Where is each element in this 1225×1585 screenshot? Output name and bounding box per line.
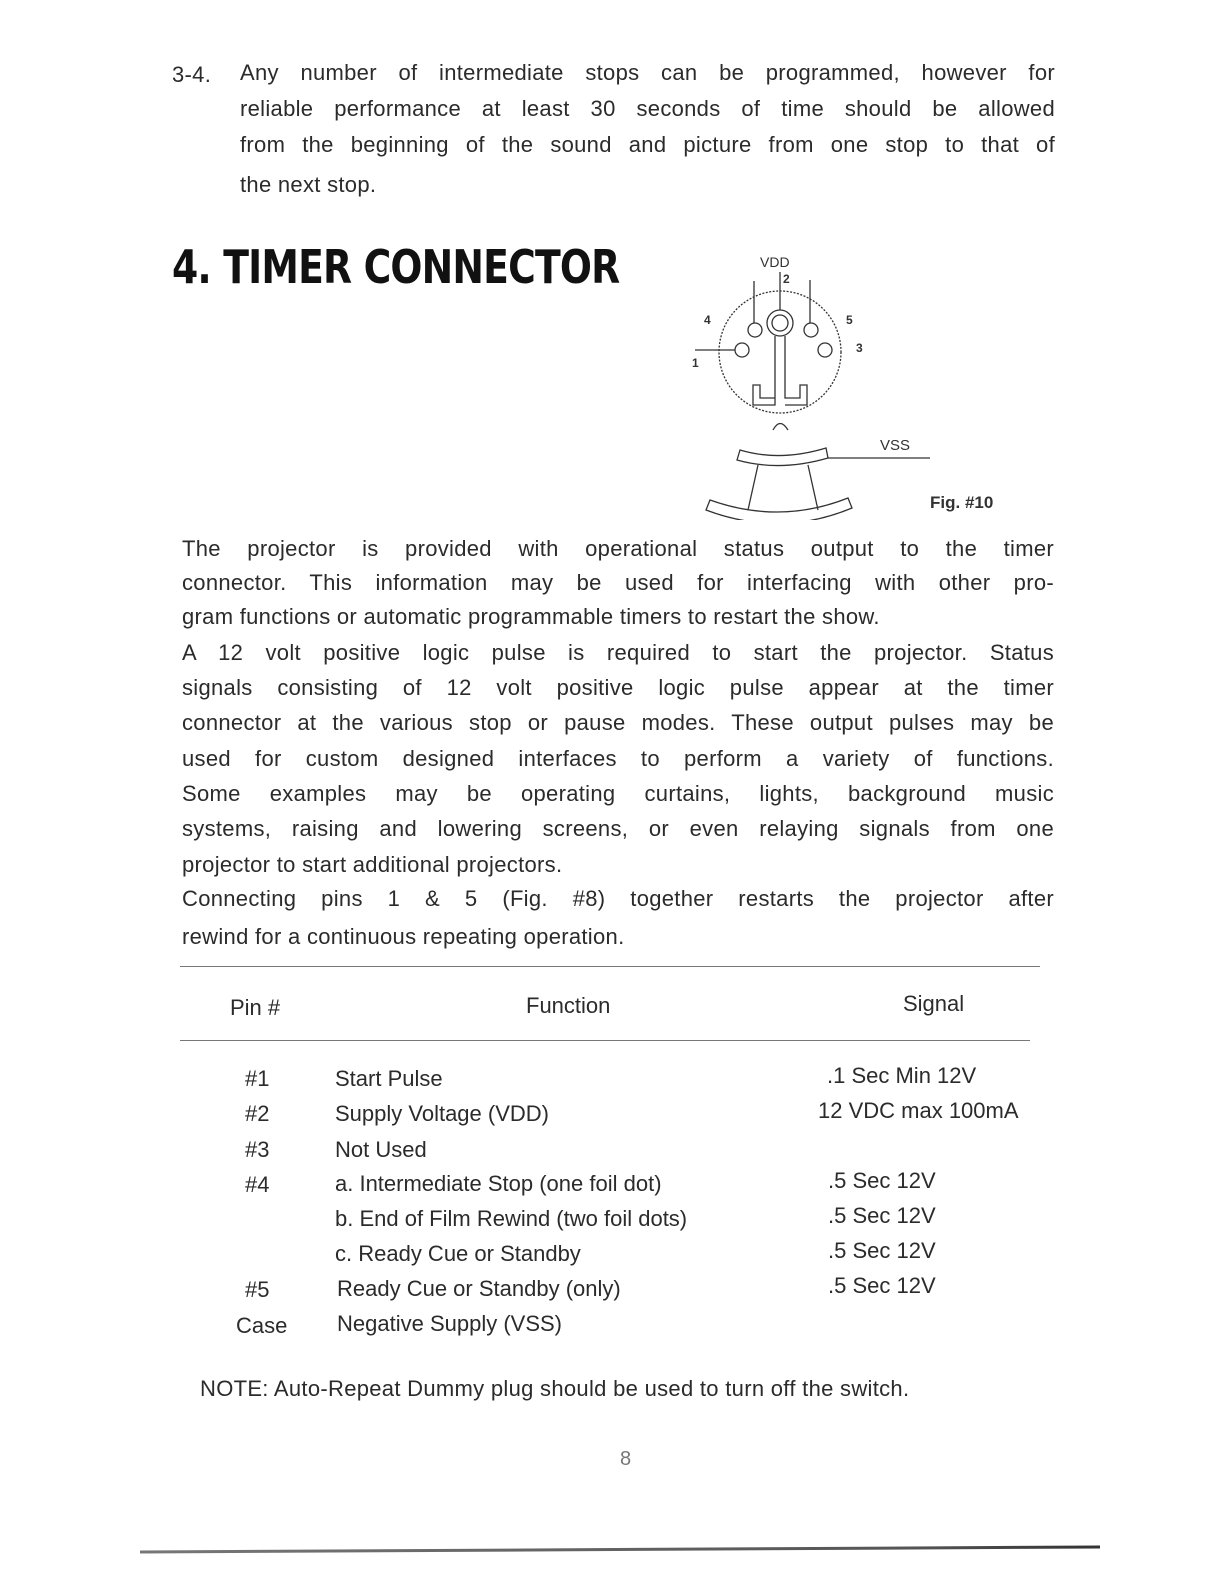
intro-line: Any number of intermediate stops can be programmed, however for	[240, 60, 1055, 85]
body-line: connector at the various stop or pause modes. These output pulses may be	[182, 710, 1054, 735]
vss-label: VSS	[880, 437, 911, 454]
pin-2-inner	[772, 315, 788, 331]
intro-line: the next stop.	[240, 172, 377, 197]
pin-2-outer	[767, 310, 793, 336]
page-bottom-edge	[140, 1545, 1100, 1553]
section-number: 3-4.	[172, 62, 212, 87]
pin-4-circle	[748, 323, 762, 337]
body-line: signals consisting of 12 volt positive logic pulse appear at the timer	[182, 675, 1054, 700]
body-line: used for custom designed interfaces to perform a variety of functions.	[182, 746, 1054, 771]
signal-cell: .5 Sec 12V	[828, 1203, 936, 1228]
body-line: systems, raising and lowering screens, or even relaying signals from one	[182, 816, 1054, 841]
page-number: 8	[620, 1448, 632, 1470]
signal-cell: 12 VDC max 100mA	[818, 1098, 1019, 1123]
header-pin: Pin #	[230, 995, 281, 1020]
pin-5-circle	[804, 323, 818, 337]
header-function: Function	[526, 993, 611, 1018]
function-cell: Not Used	[335, 1137, 427, 1162]
table-header-rule	[180, 1040, 1030, 1041]
pin-3-circle	[818, 343, 832, 357]
signal-cell: .1 Sec Min 12V	[827, 1063, 977, 1088]
pin-cell: #4	[245, 1172, 270, 1197]
body-line: connector. This information may be used for interfacing with other pro-	[182, 570, 1054, 595]
function-cell: Ready Cue or Standby (only)	[337, 1276, 621, 1301]
pin-cell: Case	[236, 1313, 288, 1338]
body-line: Some examples may be operating curtains, lights, background music	[182, 781, 1054, 806]
svg-text:4: 4	[704, 313, 711, 327]
header-signal: Signal	[903, 991, 965, 1016]
intro-line: from the beginning of the sound and picture from one stop to that of	[240, 132, 1055, 157]
section-heading: 4. TIMER CONNECTOR	[172, 240, 620, 294]
body-line: projector to start additional projectors.	[182, 852, 563, 877]
timer-connector-diagram	[680, 240, 1040, 520]
note-text: NOTE: Auto-Repeat Dummy plug should be used to turn off the switch.	[200, 1376, 910, 1401]
body-line: A 12 volt positive logic pulse is required to start the projector. Status	[182, 640, 1054, 665]
body-line: rewind for a continuous repeating operation.	[182, 924, 625, 949]
function-cell: Supply Voltage (VDD)	[335, 1101, 549, 1126]
svg-text:5: 5	[846, 313, 853, 327]
function-cell: c. Ready Cue or Standby	[335, 1241, 581, 1266]
intro-line: reliable performance at least 30 seconds of time should be allowed	[240, 96, 1055, 121]
pin-cell: #5	[245, 1277, 270, 1302]
pin-1-circle	[735, 343, 749, 357]
svg-text:3: 3	[856, 341, 863, 355]
function-cell: b. End of Film Rewind (two foil dots)	[335, 1206, 688, 1231]
ground-key	[753, 336, 807, 405]
case-bottom	[706, 498, 852, 520]
signal-cell: .5 Sec 12V	[828, 1168, 936, 1193]
vdd-label: VDD	[760, 254, 790, 270]
figure-caption: Fig. #10	[930, 493, 994, 512]
pin-cell: #2	[245, 1101, 270, 1126]
svg-text:1: 1	[692, 356, 699, 370]
case-top	[737, 448, 828, 466]
signal-cell: .5 Sec 12V	[828, 1238, 936, 1263]
pin-cell: #3	[245, 1137, 270, 1162]
svg-text:2: 2	[783, 272, 790, 286]
table-top-rule	[180, 966, 1040, 967]
body-line: gram functions or automatic programmable timers to restart the show.	[182, 604, 880, 629]
signal-cell: .5 Sec 12V	[828, 1273, 936, 1298]
function-cell: a. Intermediate Stop (one foil dot)	[335, 1171, 662, 1196]
pin-cell: #1	[245, 1066, 270, 1091]
function-cell: Start Pulse	[335, 1066, 443, 1091]
function-cell: Negative Supply (VSS)	[337, 1311, 562, 1336]
body-line: The projector is provided with operational status output to the timer	[182, 536, 1054, 561]
body-line: Connecting pins 1 & 5 (Fig. #8) together restarts the projector after	[182, 886, 1054, 911]
